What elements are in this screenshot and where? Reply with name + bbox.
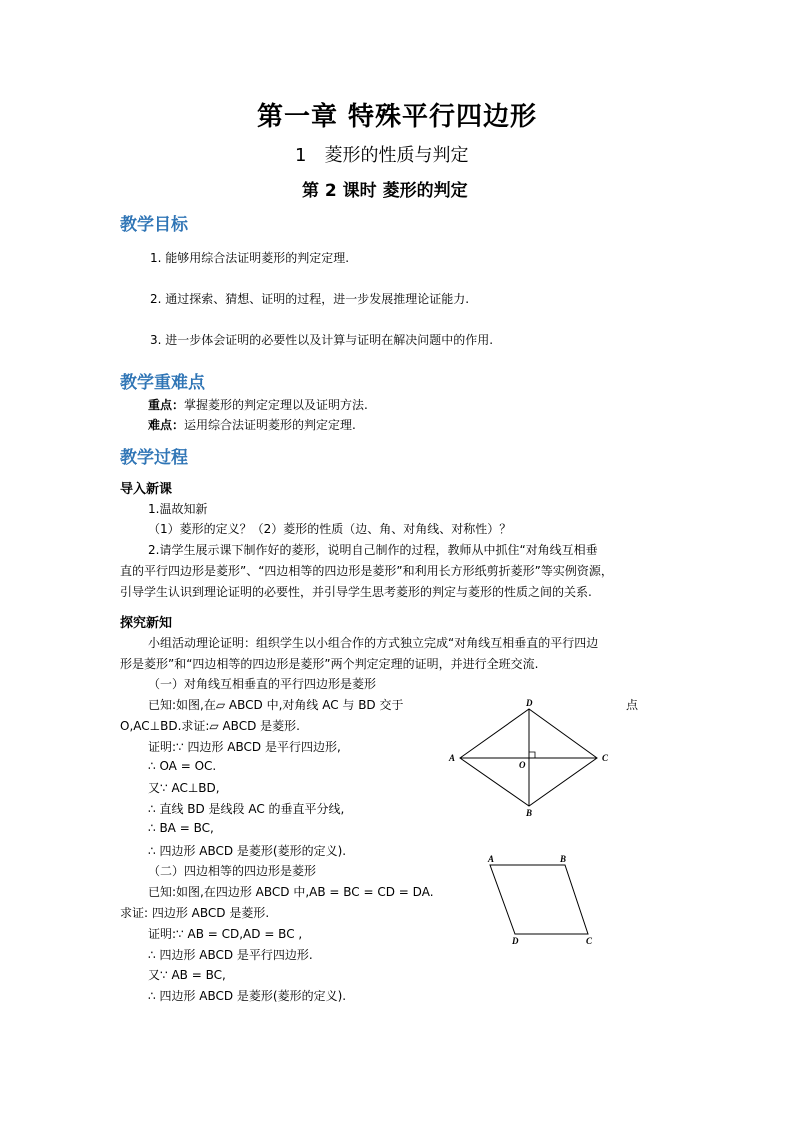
focus-label: 重点： (148, 398, 185, 412)
chapter-title: 第一章 特殊平行四边形 (256, 102, 538, 132)
part1-proof-line: ∴ 四边形 ABCD 是菱形(菱形的定义). (148, 844, 347, 858)
rhombus-figure (480, 850, 610, 950)
intro-questions: （1）菱形的定义？（2）菱形的性质（边、角、对角线、对称性）？ (148, 522, 512, 536)
part1-title: （一）对角线互相垂直的平行四边形是菱形 (148, 677, 377, 691)
part1-given-line: O,AC⊥BD.求证:▱ ABCD 是菱形. (120, 719, 300, 733)
intro-heading: 导入新课 (120, 482, 173, 497)
part1-given-line: 已知:如图,在▱ ABCD 中,对角线 AC 与 BD 交于 (148, 698, 404, 712)
explore-paragraph-line: 小组活动理论证明：组织学生以小组合作的方式独立完成“对角线互相垂直的平行四边 (148, 636, 599, 650)
objective-item: 2. 通过探索、猜想、证明的过程，进一步发展推理论证能力. (150, 292, 470, 306)
part1-given-point: 点 (626, 698, 639, 712)
part2-title: （二）四边相等的四边形是菱形 (148, 864, 317, 878)
label-c: C (602, 753, 609, 763)
label-b: B (526, 808, 533, 818)
label-c: C (586, 936, 593, 946)
label-a: A (488, 854, 495, 864)
part2-given-line: 求证: 四边形 ABCD 是菱形. (120, 906, 270, 920)
part1-proof-line: 又∵ AC⊥BD, (148, 781, 220, 795)
right-angle-mark (529, 752, 535, 758)
part2-proof-line: 证明:∵ AB = CD,AD = BC , (148, 927, 303, 941)
part1-proof-line: ∴ BA = BC, (148, 821, 214, 835)
intro-paragraph-line: 直的平行四边形是菱形”、“四边相等的四边形是菱形”和利用长方形纸剪折菱形”等实例资源， (120, 564, 613, 578)
difficulty-text: 运用综合法证明菱形的判定定理. (184, 418, 356, 432)
key-points-heading: 教学重难点 (120, 373, 205, 393)
part2-proof-line: 又∵ AB = BC, (148, 968, 226, 982)
rhombus-outline (490, 865, 588, 934)
process-heading: 教学过程 (120, 448, 188, 468)
objective-item: 3. 进一步体会证明的必要性以及计算与证明在解决问题中的作用. (150, 333, 494, 347)
label-d: D (512, 936, 519, 946)
explore-heading: 探究新知 (120, 616, 173, 631)
rhombus-diagonals-figure (440, 695, 620, 820)
objectives-heading: 教学目标 (120, 215, 188, 235)
label-d: D (526, 698, 533, 708)
label-a: A (449, 753, 456, 763)
objective-item: 1. 能够用综合法证明菱形的判定定理. (150, 251, 350, 265)
explore-paragraph-line: 形是菱形”和“四边相等的四边形是菱形”两个判定定理的证明，并进行全班交流. (120, 657, 539, 671)
intro-paragraph-line: 引导学生认识到理论证明的必要性，并引导学生思考菱形的判定与菱形的性质之间的关系. (120, 585, 592, 599)
part1-proof-line: ∴ OA = OC. (148, 759, 217, 773)
key-point-focus (148, 396, 368, 413)
section-title: 1 菱形的性质与判定 (295, 145, 469, 166)
part1-proof-line: ∴ 直线 BD 是线段 AC 的垂直平分线, (148, 802, 345, 816)
label-o: O (519, 760, 526, 770)
label-b: B (560, 854, 567, 864)
part2-proof-line: ∴ 四边形 ABCD 是平行四边形. (148, 948, 313, 962)
lesson-title: 第 2 课时 菱形的判定 (302, 181, 468, 201)
intro-review: 1.温故知新 (148, 502, 208, 516)
key-point-difficulty (148, 416, 356, 433)
part2-given-line: 已知:如图,在四边形 ABCD 中,AB = BC = CD = DA. (148, 885, 434, 899)
focus-text: 掌握菱形的判定定理以及证明方法. (184, 398, 368, 412)
difficulty-label: 难点： (148, 418, 185, 432)
part2-proof-line: ∴ 四边形 ABCD 是菱形(菱形的定义). (148, 989, 347, 1003)
part1-proof-line: 证明:∵ 四边形 ABCD 是平行四边形, (148, 740, 341, 754)
intro-paragraph-line: 2.请学生展示课下制作好的菱形，说明自己制作的过程，教师从中抓住“对角线互相垂 (148, 543, 598, 557)
